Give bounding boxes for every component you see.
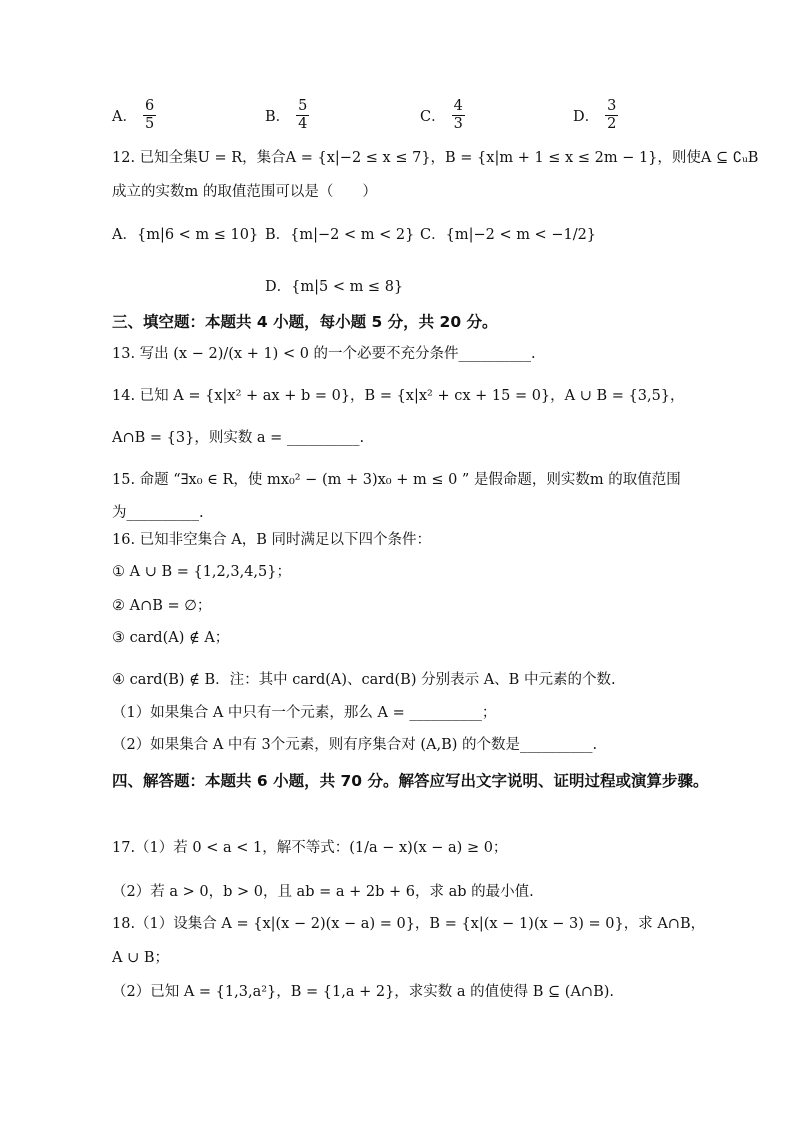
q17-part-2: （2）若 a > 0，b > 0，且 ab = a + 2b + 6，求 ab 的最小值. — [112, 884, 534, 900]
fraction — [143, 98, 156, 133]
q11-options — [0, 98, 794, 138]
q12-option-c: C．{m|−2 < m < −1/2} — [420, 227, 597, 243]
option-label: A． — [112, 109, 137, 125]
q12-option-a: A．{m|6 < m ≤ 10} — [112, 227, 259, 243]
q12-stem-line2: 成立的实数m 的取值范围可以是（ ） — [112, 184, 377, 200]
denominator: 3 — [453, 116, 463, 132]
denominator: 2 — [607, 116, 617, 132]
q17-part-1: 17.（1）若 0 < a < 1，解不等式：(1/a − x)(x − a) ≥ 0； — [112, 840, 508, 856]
numerator: 3 — [607, 98, 617, 114]
q18-part-2: （2）已知 A = {1,3,a²}，B = {1,a + 2}，求实数 a 的值使得 B ⊆ (A∩B). — [112, 984, 614, 1000]
q18-part-1: 18.（1）设集合 A = {x|(x − 2)(x − a) = 0}，B = {x|(x − 1)(x − 3) = 0}，求 A∩B， — [112, 916, 706, 932]
q12-option-b: B．{m|−2 < m < 2} — [265, 227, 415, 243]
q13: 13. 写出 (x − 2)/(x + 1) < 0 的一个必要不充分条件__________. — [112, 346, 536, 362]
q15-line1: 15. 命题 “∃x₀ ∈ R，使 mx₀² − (m + 3)x₀ + m ≤ 0 ” 是假命题，则实数m 的取值范围 — [112, 472, 681, 488]
q16-condition-3: ③ card(A) ∉ A； — [112, 630, 230, 646]
numerator: 5 — [298, 98, 308, 114]
fraction — [605, 98, 618, 133]
q14-line2: A∩B = {3}，则实数 a = __________. — [112, 430, 365, 446]
option-label: C． — [420, 109, 446, 125]
q16-condition-2: ② A∩B = ∅； — [112, 598, 212, 614]
numerator: 6 — [144, 98, 155, 114]
q11-option-b — [265, 98, 309, 133]
fraction — [452, 98, 465, 133]
q12-stem-line1: 12. 已知全集U = R，集合A = {x|−2 ≤ x ≤ 7}，B = {x|m + 1 ≤ x ≤ 2m − 1}，则使A ⊆ ∁ᵤB — [112, 150, 759, 166]
fraction — [296, 98, 309, 133]
q15-line2: 为__________. — [112, 505, 204, 521]
denominator: 4 — [298, 116, 308, 132]
section-4-heading: 四、解答题：本题共 6 小题，共 70 分。解答应写出文字说明、证明过程或演算步骤。 — [112, 772, 709, 790]
q16-condition-1: ① A ∪ B = {1,2,3,4,5}； — [112, 564, 291, 580]
q11-option-d — [573, 98, 618, 133]
q18-part-1-cont: A ∪ B； — [112, 950, 169, 966]
q16-stem: 16. 已知非空集合 A，B 同时满足以下四个条件： — [112, 532, 432, 548]
option-label: B． — [265, 109, 291, 125]
option-label: D． — [573, 109, 600, 125]
denominator: 5 — [144, 116, 155, 132]
q16-part-1: （1）如果集合 A 中只有一个元素，那么 A = __________； — [112, 705, 497, 721]
q16-part-2: （2）如果集合 A 中有 3个元素，则有序集合对 (A,B) 的个数是__________. — [112, 737, 598, 753]
numerator: 4 — [453, 98, 463, 114]
q12-option-d: D．{m|5 < m ≤ 8} — [265, 279, 404, 295]
q14-line1: 14. 已知 A = {x|x² + ax + b = 0}，B = {x|x² + cx + 15 = 0}，A ∪ B = {3,5}， — [112, 388, 685, 404]
section-3-heading: 三、填空题：本题共 4 小题，每小题 5 分，共 20 分。 — [112, 313, 498, 331]
q16-condition-4: ④ card(B) ∉ B．注：其中 card(A)、card(B) 分别表示 A、B 中元素的个数. — [112, 672, 616, 688]
q11-option-c — [420, 98, 465, 133]
q11-option-a — [112, 98, 156, 133]
